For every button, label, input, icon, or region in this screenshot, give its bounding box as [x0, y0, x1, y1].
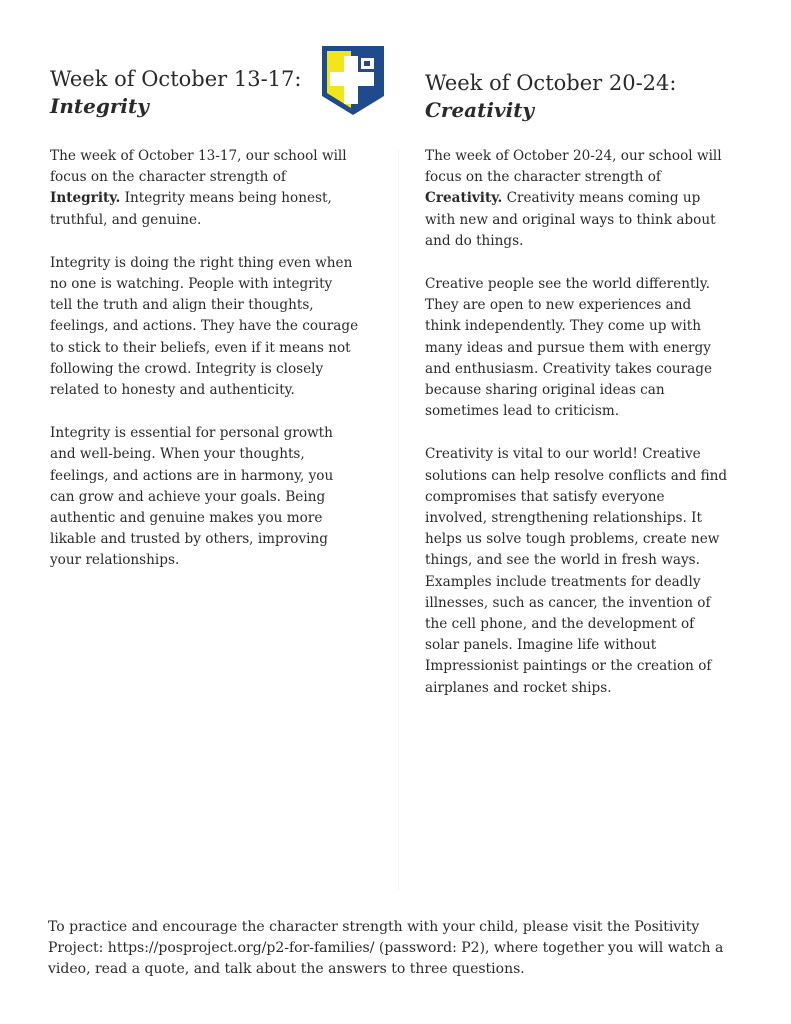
- paragraph: [425, 444, 727, 698]
- line-text: To practice and encourage the character strength with your child, please visit the Positivity: [48, 919, 700, 935]
- paragraph: [425, 146, 727, 252]
- text-line: [50, 210, 358, 231]
- text-line: [425, 529, 727, 550]
- line-text: no one is watching. People with integrity: [50, 276, 333, 293]
- line-text: Creativity means coming up: [502, 190, 701, 207]
- text-line: [425, 146, 727, 167]
- text-line: [425, 401, 727, 422]
- line-text: because sharing original ideas can: [425, 382, 665, 399]
- body-text: [425, 146, 727, 721]
- strength-heading: Creativity: [425, 98, 535, 122]
- text-line: [425, 167, 727, 188]
- line-text: They are open to new experiences and: [425, 297, 692, 314]
- text-line: [48, 917, 768, 938]
- line-text: the cell phone, and the development of: [425, 616, 695, 633]
- text-line: [425, 231, 727, 252]
- line-text: The week of October 13-17, our school will: [50, 148, 347, 164]
- line-text: Integrity is essential for personal growth: [50, 425, 333, 442]
- text-line: [50, 274, 358, 295]
- line-text: involved, strengthening relationships. It: [425, 510, 702, 527]
- text-line: [50, 253, 358, 274]
- text-line: [425, 593, 727, 614]
- text-line: [50, 529, 358, 550]
- text-line: [425, 380, 727, 401]
- line-text: your relationships.: [50, 552, 180, 569]
- line-text: helps us solve tough problems, create new: [425, 531, 720, 548]
- body-text: [50, 146, 358, 594]
- text-line: [425, 316, 727, 337]
- footer-note: [48, 917, 768, 980]
- text-line: [50, 444, 358, 465]
- line-text: truthful, and genuine.: [50, 211, 202, 228]
- line-text: sometimes lead to criticism.: [425, 403, 620, 420]
- line-text: many ideas and pursue them with energy: [425, 339, 711, 356]
- line-text: The week of October 20-24, our school will: [425, 148, 722, 164]
- text-line: [425, 487, 727, 508]
- text-line: [50, 423, 358, 444]
- text-line: [50, 550, 358, 571]
- line-text: likable and trusted by others, improving: [50, 531, 328, 548]
- line-text: Creativity is vital to our world! Creative: [425, 446, 701, 463]
- text-line: [50, 167, 358, 188]
- text-line: [425, 444, 727, 465]
- text-line: [425, 466, 727, 487]
- line-text: Impressionist paintings or the creation of: [425, 658, 712, 675]
- line-text: Project: https://posproject.org/p2-for-families/ (password: P2), where together you will watch a: [48, 940, 724, 956]
- line-text: solutions can help resolve conflicts and find: [425, 467, 728, 484]
- line-text: can grow and achieve your goals. Being: [50, 488, 326, 505]
- week-heading: Week of October 20-24:: [425, 71, 677, 95]
- paragraph: [50, 423, 358, 571]
- text-line: [425, 359, 727, 380]
- text-line: [50, 188, 358, 209]
- text-line: [425, 295, 727, 316]
- line-text: following the crowd. Integrity is closely: [50, 360, 324, 377]
- line-text: airplanes and rocket ships.: [425, 679, 612, 696]
- column-divider: [398, 150, 399, 890]
- text-line: [50, 466, 358, 487]
- line-text: Integrity is doing the right thing even when: [50, 254, 353, 271]
- text-line: [50, 146, 358, 167]
- line-text: Creative people see the world differently.: [425, 276, 710, 293]
- school-shield-logo: [318, 40, 388, 118]
- line-text: authentic and genuine makes you more: [50, 510, 323, 527]
- line-text: tell the truth and align their thoughts,: [50, 297, 314, 314]
- text-line: [50, 487, 358, 508]
- text-line: [425, 614, 727, 635]
- line-text: think independently. They come up with: [425, 318, 701, 335]
- text-line: [50, 295, 358, 316]
- line-text: and well-being. When your thoughts,: [50, 446, 305, 463]
- bold-term: Integrity.: [50, 190, 121, 207]
- text-line: [425, 550, 727, 571]
- line-text: related to honesty and authenticity.: [50, 382, 295, 399]
- text-line: [50, 508, 358, 529]
- text-line: [50, 380, 358, 401]
- text-line: [425, 508, 727, 529]
- right-column: [425, 70, 775, 696]
- line-text: illnesses, such as cancer, the invention of: [425, 594, 711, 611]
- line-text: focus on the character strength of: [50, 169, 286, 186]
- bold-term: Creativity.: [425, 190, 503, 207]
- line-text: compromises that satisfy everyone: [425, 488, 665, 505]
- text-line: [425, 338, 727, 359]
- week-heading: Week of October 13-17:: [50, 67, 302, 91]
- text-line: [48, 959, 768, 980]
- text-line: [50, 316, 358, 337]
- paragraph: [425, 274, 727, 422]
- line-text: feelings, and actions are in harmony, you: [50, 467, 334, 484]
- line-text: focus on the character strength of: [425, 169, 661, 186]
- text-line: [425, 572, 727, 593]
- paragraph: [50, 146, 358, 231]
- text-line: [48, 938, 768, 959]
- text-line: [50, 338, 358, 359]
- line-text: with new and original ways to think about: [425, 211, 716, 228]
- line-text: video, read a quote, and talk about the answers to three questions.: [48, 961, 525, 977]
- text-line: [425, 635, 727, 656]
- text-line: [425, 678, 727, 699]
- text-line: [425, 656, 727, 677]
- line-text: feelings, and actions. They have the courage: [50, 318, 359, 335]
- line-text: things, and see the world in fresh ways.: [425, 552, 700, 569]
- paragraph: [50, 253, 358, 401]
- line-text: solar panels. Imagine life without: [425, 637, 657, 654]
- line-text: Examples include treatments for deadly: [425, 573, 701, 590]
- text-line: [425, 210, 727, 231]
- line-text: to stick to their beliefs, even if it means not: [50, 339, 351, 356]
- text-line: [50, 359, 358, 380]
- text-line: [425, 274, 727, 295]
- strength-heading: Integrity: [50, 94, 149, 118]
- line-text: Integrity means being honest,: [120, 190, 332, 207]
- text-line: [425, 188, 727, 209]
- line-text: and enthusiasm. Creativity takes courage: [425, 360, 712, 377]
- line-text: and do things.: [425, 232, 524, 249]
